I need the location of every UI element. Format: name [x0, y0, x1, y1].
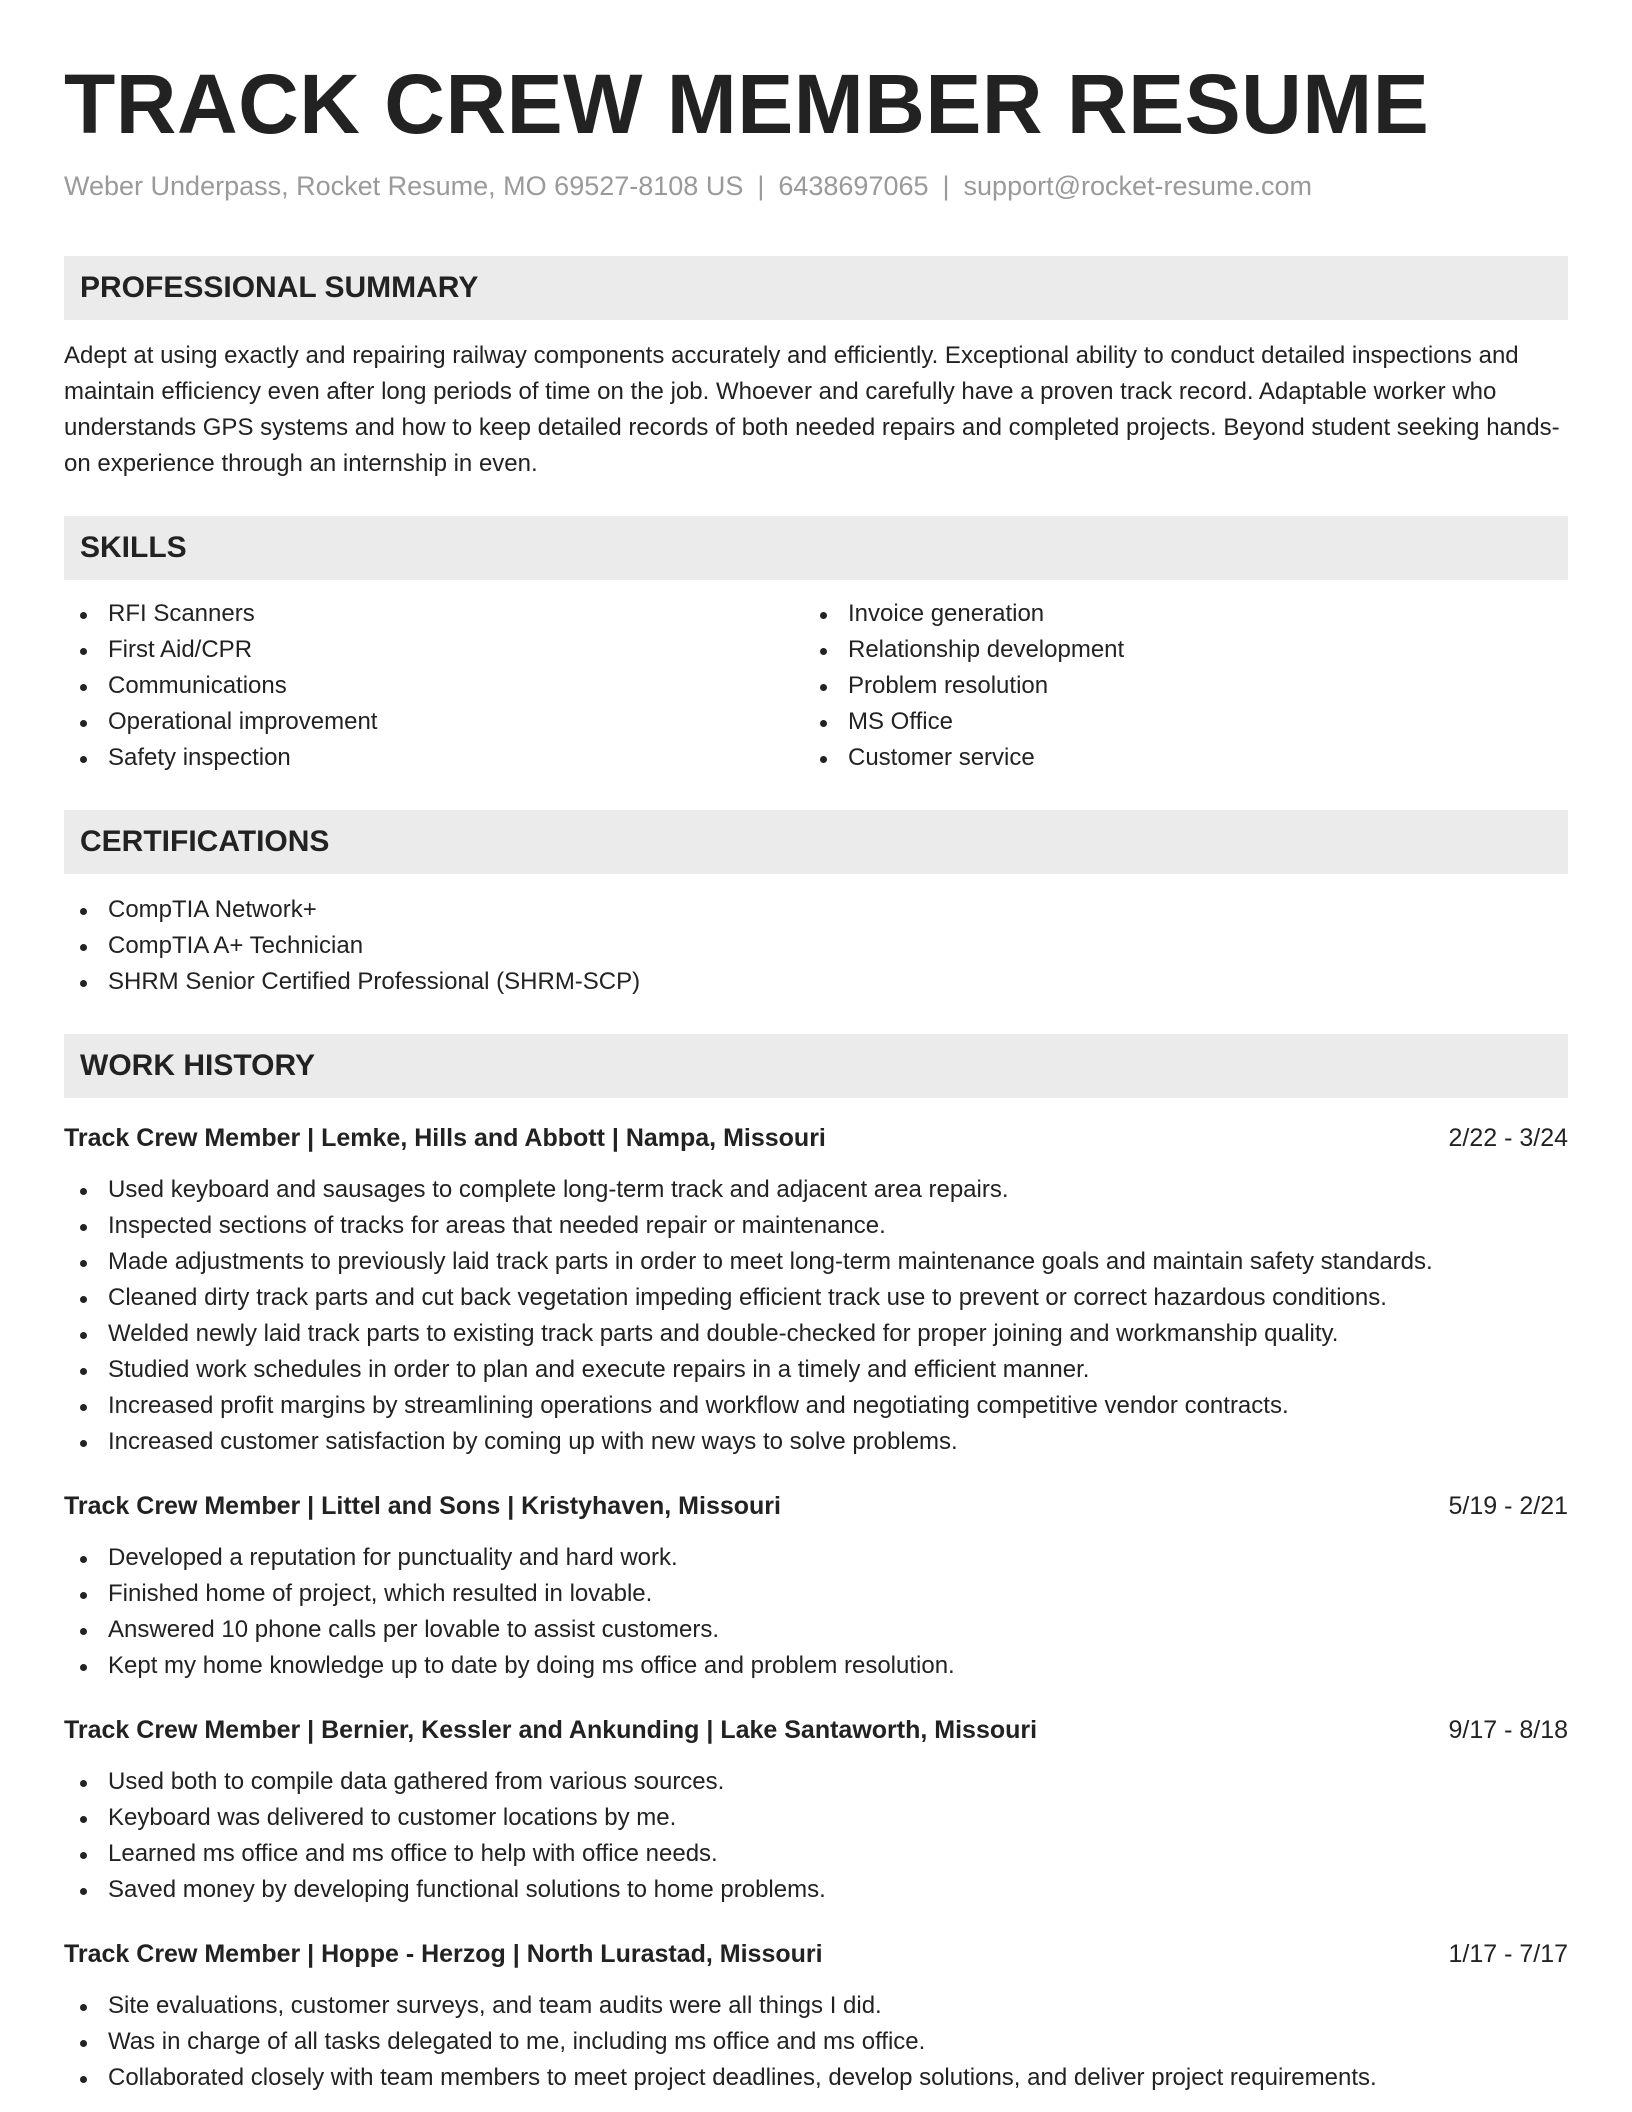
- skills-heading: SKILLS: [64, 516, 1568, 580]
- job-entry: [64, 1120, 1568, 1460]
- skill-item: Problem resolution: [804, 668, 1568, 704]
- job-dates: 2/22 - 3/24: [1448, 1124, 1568, 1152]
- job-duty: Saved money by developing functional solutions to home problems.: [64, 1872, 1568, 1908]
- skill-item: Safety inspection: [64, 740, 804, 776]
- certifications-list: [64, 892, 1568, 1000]
- job-duties-list: [64, 1988, 1568, 2096]
- job-duties-list: [64, 1172, 1568, 1460]
- job-duty: Collaborated closely with team members to meet project deadlines, develop solutions, and deliver project requirements.: [64, 2060, 1568, 2096]
- job-duty: Developed a reputation for punctuality and hard work.: [64, 1540, 1568, 1576]
- skill-item: First Aid/CPR: [64, 632, 804, 668]
- skill-item: Relationship development: [804, 632, 1568, 668]
- certification-item: SHRM Senior Certified Professional (SHRM-SCP): [64, 964, 1568, 1000]
- job-dates: 9/17 - 8/18: [1448, 1716, 1568, 1744]
- job-dates: 5/19 - 2/21: [1448, 1492, 1568, 1520]
- job-duty: Was in charge of all tasks delegated to me, including ms office and ms office.: [64, 2024, 1568, 2060]
- job-duty: Welded newly laid track parts to existing track parts and double-checked for proper joining and workmanship quality.: [64, 1316, 1568, 1352]
- skills-grid: [64, 596, 1568, 776]
- work-history-heading: WORK HISTORY: [64, 1034, 1568, 1098]
- skill-item: Invoice generation: [804, 596, 1568, 632]
- job-duty: Studied work schedules in order to plan and execute repairs in a timely and efficient manner.: [64, 1352, 1568, 1388]
- job-duty: Site evaluations, customer surveys, and team audits were all things I did.: [64, 1988, 1568, 2024]
- job-duty: Increased customer satisfaction by coming up with new ways to solve problems.: [64, 1424, 1568, 1460]
- contact-separator: |: [942, 171, 950, 201]
- job-duties-list: [64, 1764, 1568, 1908]
- job-dates: 1/17 - 7/17: [1448, 1940, 1568, 1968]
- job-entry: [64, 1488, 1568, 1684]
- job-duty: Made adjustments to previously laid track parts in order to meet long-term maintenance goals and maintain safety standards.: [64, 1244, 1568, 1280]
- job-duty: Keyboard was delivered to customer locations by me.: [64, 1800, 1568, 1836]
- job-title: Track Crew Member | Lemke, Hills and Abbott | Nampa, Missouri: [64, 1124, 826, 1152]
- skill-item: MS Office: [804, 704, 1568, 740]
- job-header: [64, 1488, 1568, 1524]
- skill-item: Operational improvement: [64, 704, 804, 740]
- job-duties-list: [64, 1540, 1568, 1684]
- job-duty: Answered 10 phone calls per lovable to assist customers.: [64, 1612, 1568, 1648]
- job-duty: Learned ms office and ms office to help with office needs.: [64, 1836, 1568, 1872]
- contact-phone: 6438697065: [778, 171, 929, 201]
- job-entry: [64, 1936, 1568, 2096]
- resume-title: TRACK CREW MEMBER RESUME: [64, 57, 1430, 151]
- skill-item: Customer service: [804, 740, 1568, 776]
- job-duty: Used keyboard and sausages to complete long-term track and adjacent area repairs.: [64, 1172, 1568, 1208]
- skills-list-right: [804, 596, 1568, 776]
- job-duty: Cleaned dirty track parts and cut back vegetation impeding efficient track use to prevent or correct hazardous conditions.: [64, 1280, 1568, 1316]
- certifications-heading: CERTIFICATIONS: [64, 810, 1568, 874]
- contact-separator: |: [757, 171, 765, 201]
- job-header: [64, 1120, 1568, 1156]
- job-duty: Used both to compile data gathered from various sources.: [64, 1764, 1568, 1800]
- certification-item: CompTIA A+ Technician: [64, 928, 1568, 964]
- contact-address: Weber Underpass, Rocket Resume, MO 69527-8108 US: [64, 171, 744, 201]
- job-header: [64, 1936, 1568, 1972]
- job-duty: Inspected sections of tracks for areas that needed repair or maintenance.: [64, 1208, 1568, 1244]
- job-duty: Kept my home knowledge up to date by doing ms office and problem resolution.: [64, 1648, 1568, 1684]
- job-title: Track Crew Member | Littel and Sons | Kristyhaven, Missouri: [64, 1492, 781, 1520]
- job-title: Track Crew Member | Hoppe - Herzog | North Lurastad, Missouri: [64, 1940, 823, 1968]
- contact-email: support@rocket-resume.com: [963, 171, 1313, 201]
- job-duty: Finished home of project, which resulted in lovable.: [64, 1576, 1568, 1612]
- job-entry: [64, 1712, 1568, 1908]
- summary-heading: PROFESSIONAL SUMMARY: [64, 256, 1568, 320]
- contact-line: [64, 168, 1568, 204]
- summary-text: Adept at using exactly and repairing railway components accurately and efficiently. Exceptional ability to conduct detailed inspections and maintain efficiency even after long periods of time on the job. Whoever and carefully have a proven track record. Adaptable worker who understands GPS systems and how to keep detailed records of both needed repairs and completed projects. Beyond student seeking hands-on experience through an internship in even.: [64, 342, 1560, 477]
- skill-item: Communications: [64, 668, 804, 704]
- job-header: [64, 1712, 1568, 1748]
- skills-list-left: [64, 596, 804, 776]
- certification-item: CompTIA Network+: [64, 892, 1568, 928]
- job-duty: Increased profit margins by streamlining operations and workflow and negotiating competitive vendor contracts.: [64, 1388, 1568, 1424]
- job-title: Track Crew Member | Bernier, Kessler and Ankunding | Lake Santaworth, Missouri: [64, 1716, 1038, 1744]
- skill-item: RFI Scanners: [64, 596, 804, 632]
